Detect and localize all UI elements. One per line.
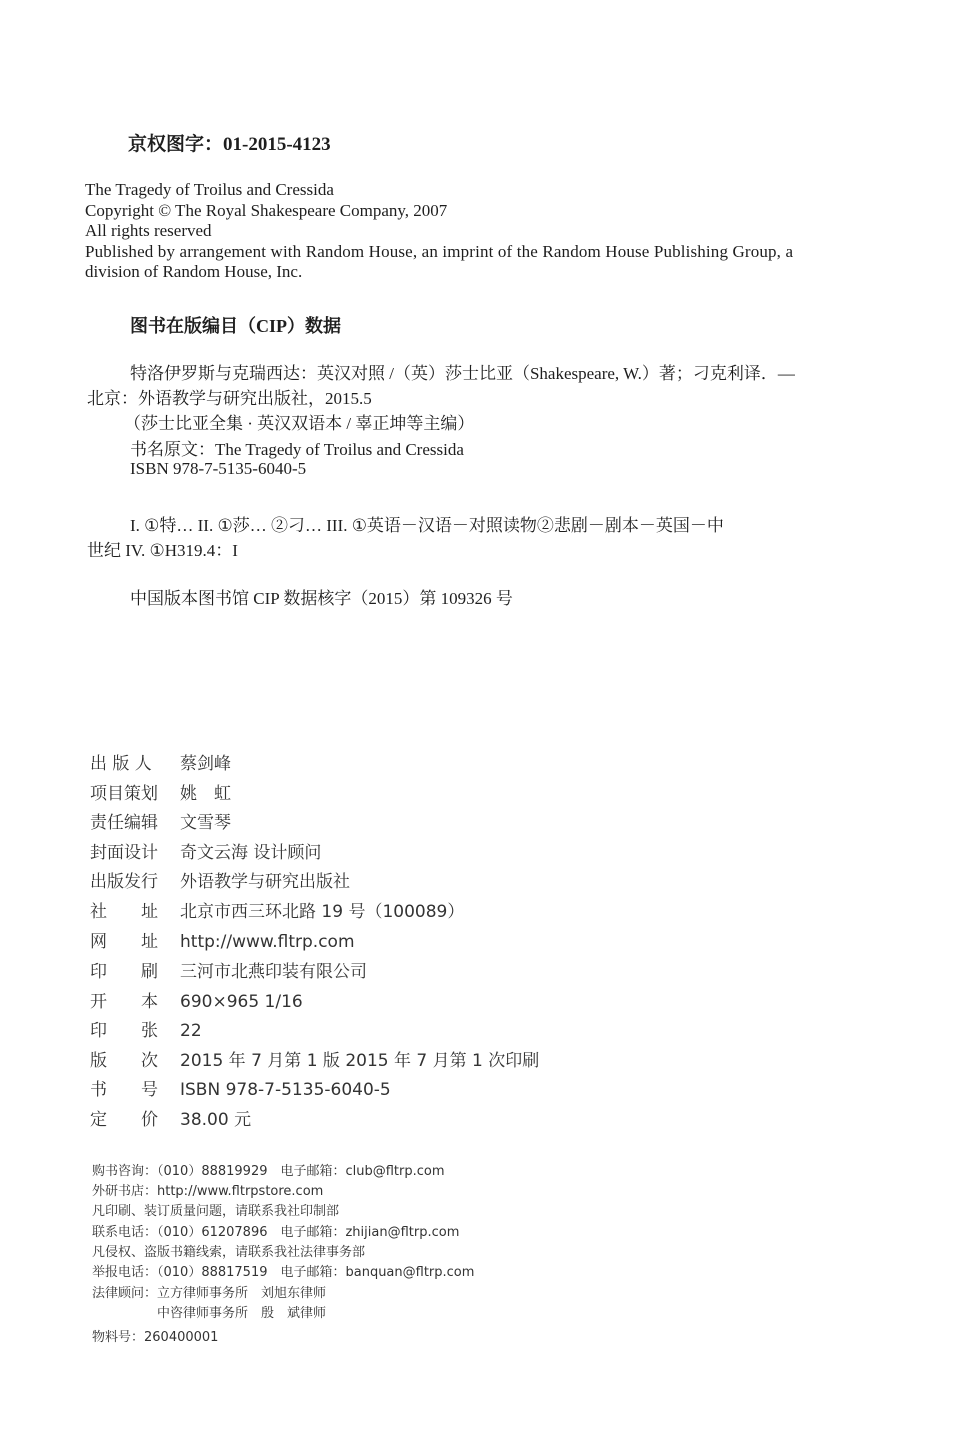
cip-classification-cont: 世纪 IV. ①H319.4：I (87, 541, 238, 560)
info-row: 印 张 22 (90, 1021, 202, 1041)
contact-line: 外研书店：http://www.fltrpstore.com (92, 1184, 324, 1199)
cip-isbn: ISBN 978-7-5135-6040-5 (130, 459, 307, 478)
info-row: 书 号 ISBN 978-7-5135-6040-5 (90, 1080, 391, 1100)
contact-line: 购书咨询：（010）88819929 电子邮箱：club@fltrp.com (92, 1164, 445, 1179)
contact-line: 凡印刷、装订质量问题，请联系我社印制部 (92, 1204, 340, 1219)
info-row: 网 址 http://www.fltrp.com (90, 932, 355, 952)
rights-line: All rights reserved (85, 221, 212, 240)
info-row: 定 价 38.00 元 (90, 1110, 252, 1130)
cip-number: 中国版本图书馆 CIP 数据核字（2015）第 109326 号 (130, 589, 513, 608)
contact-line: 凡侵权、盗版书籍线索，请联系我社法律事务部 (92, 1245, 366, 1260)
info-row: 封面设计 奇文云海 设计顾问 (90, 843, 322, 863)
contact-line: 中咨律师事务所 殷 斌律师 (92, 1306, 327, 1321)
copyright-line: Copyright © The Royal Shakespeare Company, 2007 (85, 200, 448, 220)
info-row: 版 次 2015 年 7 月第 1 版 2015 年 7 月第 1 次印刷 (90, 1051, 540, 1071)
publishing-arrangement-cont: division of Random House, Inc. (85, 262, 303, 281)
original-title: The Tragedy of Troilus and Cressida (85, 180, 334, 199)
material-number: 物料号：260400001 (92, 1330, 219, 1345)
cip-series: （莎士比亚全集 · 英汉双语本 / 辜正坤等主编） (124, 414, 475, 433)
info-row: 印 刷 三河市北燕印装有限公司 (90, 962, 367, 982)
contact-line: 联系电话：（010）61207896 电子邮箱：zhijian@fltrp.com (92, 1225, 460, 1240)
info-row: 开 本 690×965 1/16 (90, 992, 303, 1012)
contact-line: 举报电话：（010）88817519 电子邮箱：banquan@fltrp.com (92, 1265, 475, 1280)
cip-line: 北京：外语教学与研究出版社，2015.5 (87, 389, 372, 408)
english-copyright-notice (85, 180, 793, 283)
copyright-permit-number: 京权图字：01-2015-4123 (128, 134, 331, 155)
cip-classification: I. ①特… II. ①莎… ②刁… III. ①英语－汉语－对照读物②悲剧－剧本－英国－中 (130, 516, 724, 535)
cip-heading: 图书在版编目（CIP）数据 (130, 316, 341, 336)
info-row: 项目策划 姚 虹 (90, 784, 231, 804)
info-row: 责任编辑 文雪琴 (90, 813, 231, 833)
info-row: 社 址 北京市西三环北路 19 号（100089） (90, 902, 465, 922)
cip-line: 特洛伊罗斯与克瑞西达：英汉对照 /（英）莎士比亚（Shakespeare, W.）著；刁克利译．— (130, 364, 795, 383)
contact-line: 法律顾问：立方律师事务所 刘旭东律师 (92, 1286, 327, 1301)
publishing-arrangement: Published by arrangement with Random House, an imprint of the Random House Publishing Group, a (85, 241, 794, 261)
info-row: 出版发行 外语教学与研究出版社 (90, 872, 350, 892)
cip-original-title: 书名原文：The Tragedy of Troilus and Cressida (130, 440, 464, 459)
info-row: 出 版 人 蔡剑峰 (90, 754, 231, 774)
